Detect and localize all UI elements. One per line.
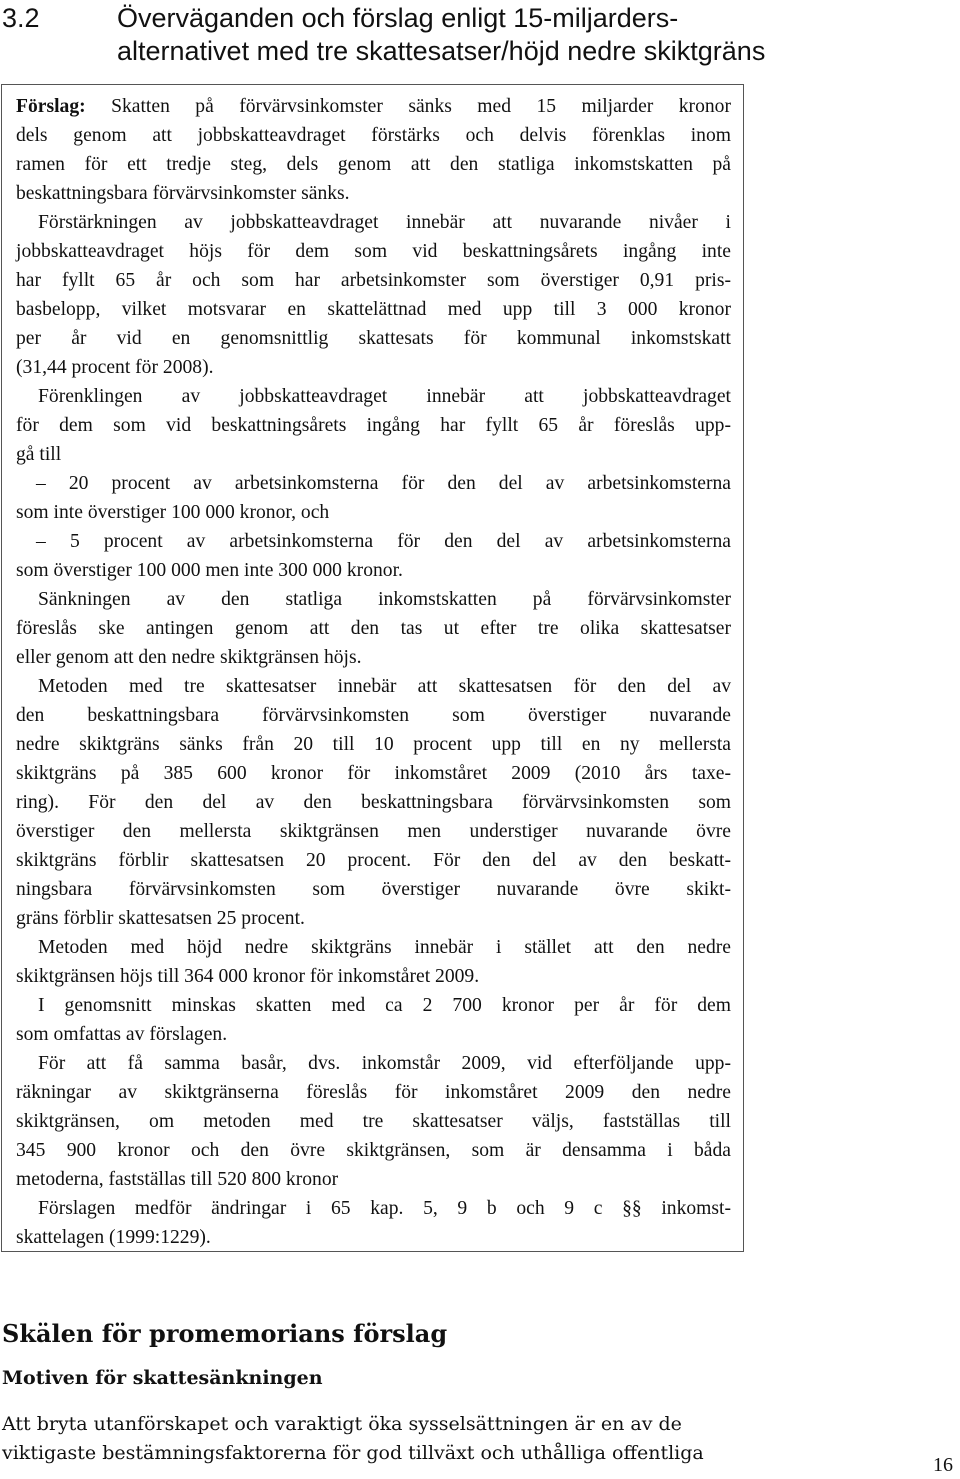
paragraph-average [16,991,731,1049]
text-line: gräns förblir skattesatsen 25 procent. [16,908,305,929]
text-line: metoderna, fastställas till 520 800 kronor [16,1169,339,1190]
proposal-box [1,84,744,1252]
text-line: Förenklingen av jobbskatteavdraget innebär att jobbskatteavdraget [38,386,731,407]
text-line: skiktgräns på 385 600 kronor för inkomståret 2009 (2010 års taxe- [16,763,731,784]
text-line: nedre skiktgräns sänks från 20 till 10 procent upp till en ny mellersta [16,734,731,755]
text-line: har fyllt 65 år och som har arbetsinkomster som överstiger 0,91 pris- [16,270,731,291]
text-line: skiktgränsen höjs till 364 000 kronor för inkomståret 2009. [16,966,480,987]
text-line: jobbskatteavdraget höjs för dem som vid beskattningsårets ingång inte [16,241,731,262]
list-item: – 5 procent av arbetsinkomsterna för den del av arbetsinkomsterna [36,531,731,552]
text-line: Förslagen medför ändringar i 65 kap. 5, 9 b och 9 c §§ inkomst- [38,1198,731,1219]
page-number: 16 [933,1454,953,1476]
list-item-continuation: som inte överstiger 100 000 kronor, och [16,502,330,523]
proposal-label: Förslag: [16,96,86,117]
text-line: skattelagen (1999:1229). [16,1227,211,1248]
text-line: Metoden med höjd nedre skiktgräns innebär i stället att den nedre [38,937,731,958]
text-line: dels genom att jobbskatteavdraget förstärks och delvis förenklas inom [16,125,731,146]
dash-list [16,469,731,585]
text-line: ningsbara förvärvsinkomsten som överstiger nuvarande övre skikt- [16,879,731,900]
section-number: 3.2 [2,3,40,33]
proposal-lead-line [16,92,731,121]
text-line: föreslås ske antingen genom att den tas ut efter tre olika skattesatser [16,618,731,639]
text-line: basbelopp, vilket motsvarar en skattelättnad med upp till 3 000 kronor [16,299,731,320]
text-line: beskattningsbara förvärvsinkomster sänks. [16,183,350,204]
text-line: I genomsnitt minskas skatten med ca 2 700 kronor per år för dem [38,995,731,1016]
text-line: per år vid en genomsnittlig skattesats för kommunal inkomstskatt [16,328,731,349]
text-line: som omfattas av förslagen. [16,1024,228,1045]
text-line: 345 900 kronor och den övre skiktgränsen, som är densamma i båda [16,1140,731,1161]
text-line: ring). För den del av den beskattningsbara förvärvsinkomsten som [16,792,731,813]
text-line: för dem som vid beskattningsårets ingång har fyllt 65 år föreslås upp- [16,415,731,436]
text-line: eller genom att den nedre skiktgränsen höjs. [16,647,362,668]
heading-line: alternativet med tre skattesatser/höjd nedre skiktgräns [117,36,766,66]
text-line: Att bryta utanförskapet och varaktigt öka sysselsättningen är en av de [2,1413,682,1435]
paragraph-base-year [16,1049,731,1194]
paragraph-raised-bracket [16,933,731,991]
text-line: Förstärkningen av jobbskatteavdraget innebär att nuvarande nivåer i [38,212,731,233]
text-line: (31,44 procent för 2008). [16,357,214,378]
text-line: För att få samma basår, dvs. inkomstår 2009, vid efterföljande upp- [38,1053,731,1074]
proposal-lead-text: Skatten på förvärvsinkomster sänks med 15 miljarder kronor [85,96,731,117]
text-line: skiktgränsen, om metoden med tre skattesatser väljs, fastställas till [16,1111,731,1132]
paragraph-law-changes [16,1194,731,1252]
list-item: – 20 procent av arbetsinkomsterna för den del av arbetsinkomsterna [36,473,731,494]
heading-line: Överväganden och förslag enligt 15-miljarders- [117,3,679,33]
text-line: viktigaste bestämningsfaktorerna för god tillväxt och uthålliga offentliga [2,1442,704,1464]
text-line: den beskattningsbara förvärvsinkomsten som överstiger nuvarande [16,705,731,726]
proposal-summary [16,92,731,208]
section-title: Skälen för promemorians förslag [2,1319,448,1348]
list-item-continuation: som överstiger 100 000 men inte 300 000 kronor. [16,560,403,581]
text-line: skiktgräns förblir skattesatsen 20 procent. För den del av den beskatt- [16,850,731,871]
subsection-title: Motiven för skattesänkningen [2,1367,323,1389]
section-heading [117,2,947,68]
text-line: ramen för ett tredje steg, dels genom att den statliga inkomstskatten på [16,154,731,175]
text-line: gå till [16,444,62,465]
text-line: räkningar av skiktgränserna föreslås för inkomståret 2009 den nedre [16,1082,731,1103]
paragraph-three-rates [16,672,731,933]
body-paragraph [2,1410,744,1468]
paragraph-strengthening [16,208,731,382]
paragraph-simplification [16,382,731,469]
text-line: överstiger den mellersta skiktgränsen men understiger nuvarande övre [16,821,731,842]
text-line: Metoden med tre skattesatser innebär att skattesatsen för den del av [38,676,731,697]
paragraph-state-tax [16,585,731,672]
text-line: Sänkningen av den statliga inkomstskatten på förvärvsinkomster [38,589,731,610]
